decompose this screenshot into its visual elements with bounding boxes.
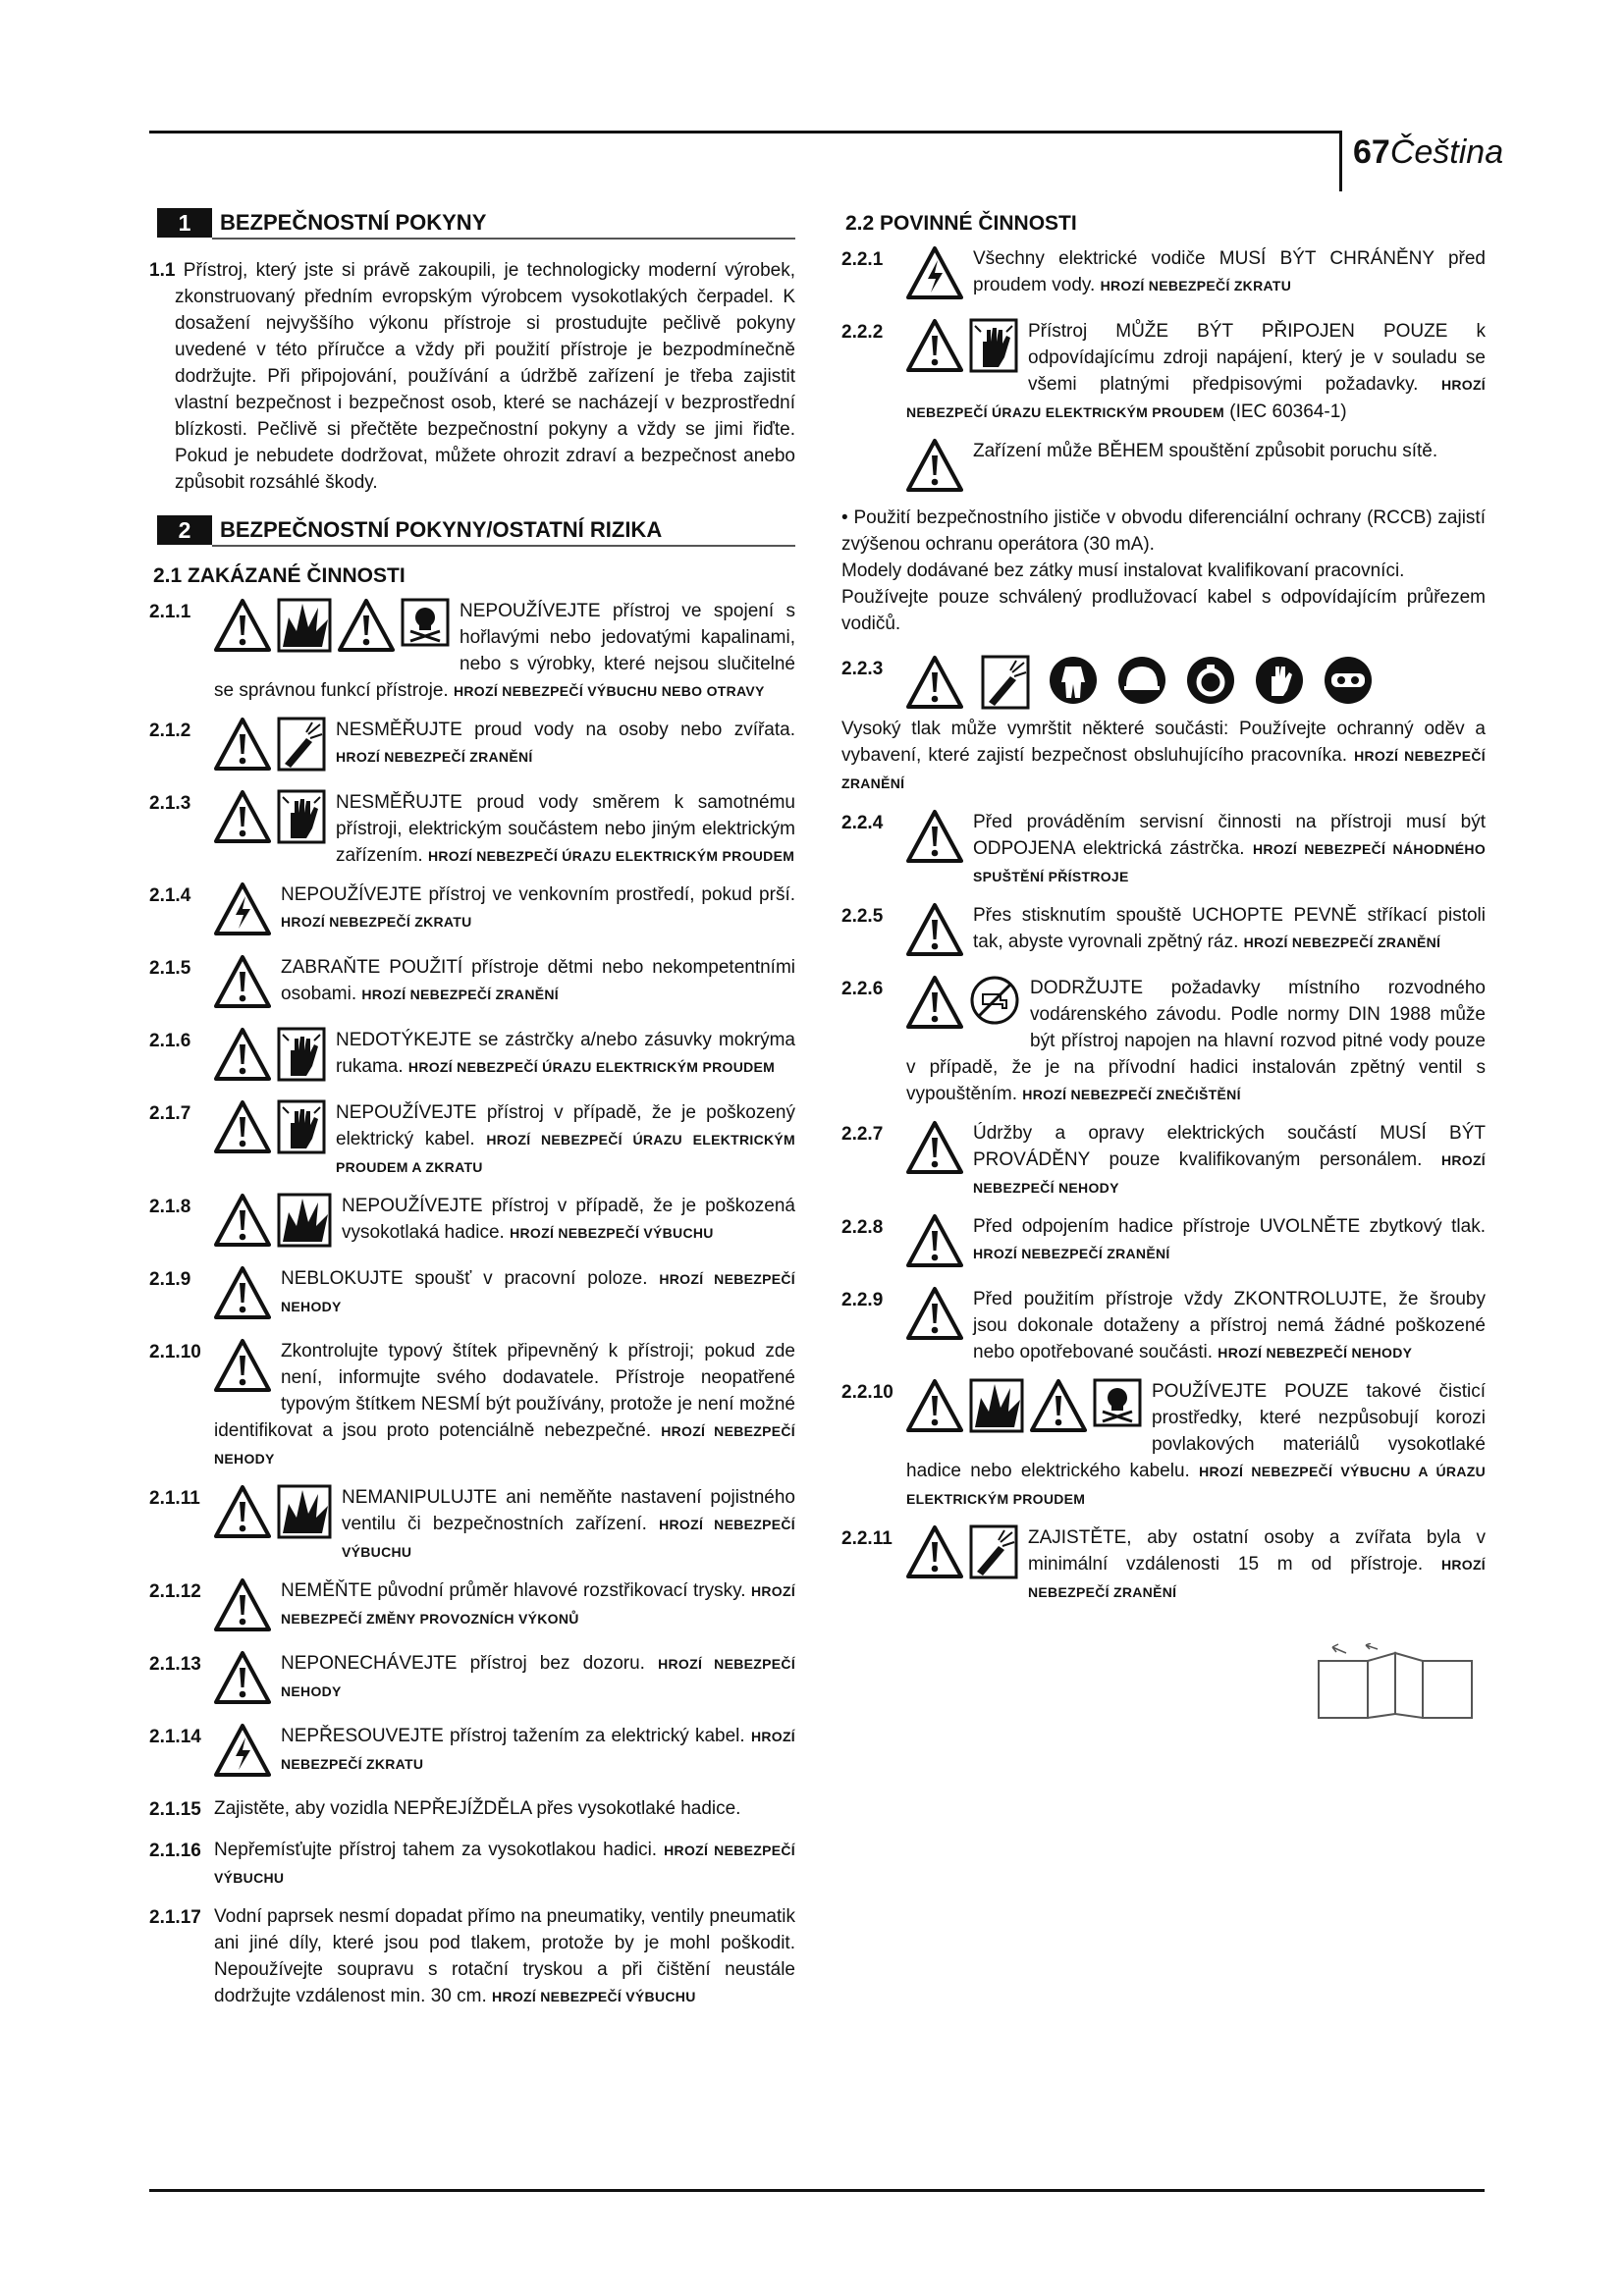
- electric-warning-icon: [906, 245, 963, 300]
- toxic-skull-icon: [1093, 1378, 1142, 1427]
- section-2-rule: [212, 545, 795, 547]
- electric-warning-icon: [214, 1723, 271, 1778]
- left-column: [149, 208, 795, 2022]
- mandatory-item: [841, 1120, 1486, 1201]
- item-text: Přes stisknutím spouště UCHOPTE PEVNĚ stříkací pistoli tak, abyste vyrovnali zpětný ráz.: [973, 905, 1486, 952]
- prohibited-item: [149, 954, 795, 1015]
- icon-group: [214, 881, 271, 936]
- item-number: 2.2.6: [841, 979, 884, 999]
- item-warning: HROZÍ NEBEZPEČÍ NEHODY: [281, 1656, 796, 1699]
- warning-triangle-icon: [214, 954, 271, 1009]
- prohibited-item: [149, 1027, 795, 1088]
- item-text: NEMĚŇTE původní průměr hlavové rozstřikovací trysky.: [281, 1580, 746, 1601]
- item-warning: HROZÍ NEBEZPEČÍ NÁHODNÉHO SPUŠTĚNÍ PŘÍSTROJE: [973, 841, 1487, 884]
- helmet-icon: [1116, 655, 1167, 706]
- item-text: ZAJISTĚTE, aby ostatní osoby a zvířata byla v minimální vzdálenosti 15 m od přístroje.: [1028, 1527, 1486, 1575]
- warning-triangle-icon: [906, 902, 963, 957]
- mandatory-item: [841, 1286, 1486, 1366]
- cable-text: Používejte pouze schválený prodlužovací kabel s odpovídajícím průřezem vodičů.: [841, 587, 1486, 634]
- warning-triangle-icon: [214, 598, 271, 653]
- item-warning: HROZÍ NEBEZPEČÍ ZRANĚNÍ: [1243, 934, 1441, 950]
- mandatory-item: [841, 1213, 1486, 1274]
- item-text: DODRŽUJTE požadavky místního rozvodného vodárenského závodu. Podle normy DIN 1988 může být přístroj napojen na hlavní rozvod pitné vody pouze v případě, že je na přívodní hadici instalován zpětný ventil s vypouštěním.: [906, 978, 1486, 1104]
- item-text: Údržby a opravy elektrických součástí MUSÍ BÝT PROVÁDĚNY pouze kvalifikovaným personálem.: [973, 1123, 1486, 1170]
- item-number: 2.2.5: [841, 906, 884, 927]
- item-text: Nepřemísťujte přístroj tahem za vysokotlakou hadici.: [214, 1840, 658, 1860]
- section-1-rule: [212, 238, 795, 240]
- item-number: 2.1.1: [149, 602, 191, 622]
- item-text: Vodní paprsek nesmí dopadat přímo na pneumatiky, ventily pneumatik ani jiné díly, které jsou pod tlakem, protože by je mohl poškodit. Nepoužívejte soupravu s rotační tryskou a při čištění neustále dodržujte vzdálenost min. 30 cm.: [214, 1906, 795, 2006]
- spray-jet-icon: [981, 655, 1030, 710]
- prohibited-item: [149, 1723, 795, 1784]
- warning-triangle-icon: [214, 1265, 271, 1320]
- warning-triangle-icon: [214, 1193, 271, 1248]
- icon-group: [214, 954, 271, 1009]
- item-warning: HROZÍ NEBEZPEČÍ ZRANĚNÍ: [361, 987, 559, 1002]
- prohibited-item: [149, 717, 795, 777]
- gloves-icon: [1254, 655, 1305, 706]
- warning-triangle-icon: [906, 975, 963, 1030]
- right-column: [841, 208, 1486, 1618]
- warning-triangle-icon: [906, 318, 963, 373]
- prohibited-item: [149, 1099, 795, 1181]
- prohibited-item: [149, 1265, 795, 1326]
- icon-group: [214, 1577, 271, 1632]
- electric-hand-icon: [277, 1027, 326, 1082]
- item-text: NEPOUŽÍVEJTE přístroj v případě, že je poškozený elektrický kabel.: [336, 1102, 795, 1149]
- warning-triangle-icon: [906, 1378, 963, 1433]
- item-warning: HROZÍ NEBEZPEČÍ ZRANĚNÍ: [336, 749, 533, 765]
- item-text: POUŽÍVEJTE POUZE takové čisticí prostředky, které nezpůsobují korozi povlakových materiálů vysokotlaké hadice nebo elektrického kabelu.: [906, 1381, 1486, 1481]
- item-text: NEMANIPULUJTE ani neměňte nastavení pojistného ventilu či bezpečnostních zařízení.: [342, 1487, 795, 1534]
- item-number: 2.2.8: [841, 1217, 884, 1238]
- prohibited-item: [149, 1484, 795, 1566]
- warning-triangle-icon: [214, 1027, 271, 1082]
- item-number: 2.1.15: [149, 1799, 201, 1820]
- item-number: 2.1.11: [149, 1488, 200, 1509]
- icon-group: [906, 318, 1018, 373]
- protective-suit-icon: [1048, 655, 1099, 706]
- item-number: 2.1.7: [149, 1103, 191, 1124]
- item-text: Před odpojením hadice přístroje UVOLNĚTE zbytkový tlak.: [973, 1216, 1486, 1237]
- item-text: NEPOUŽÍVEJTE přístroj ve venkovním prostředí, pokud prší.: [281, 884, 795, 905]
- icon-group: [214, 1723, 271, 1778]
- mandatory-item: [841, 975, 1486, 1108]
- item-warning: HROZÍ NEBEZPEČÍ VÝBUCHU NEBO OTRAVY: [453, 683, 765, 699]
- icon-group: [214, 789, 326, 844]
- item-text: Vysoký tlak může vymrštit některé součásti: Používejte ochranný oděv a vybavení, které zajistí bezpečnost obsluhujícího pracovníka.: [841, 719, 1486, 766]
- item-number: 2.2.9: [841, 1290, 884, 1310]
- warning-triangle-icon: [906, 438, 963, 493]
- item-text: Zkontrolujte typový štítek připevněný k přístroji; pokud zde není, informujte svého dodavatele. Přístroje neopatřené typovým štítkem NESMÍ být používány, protože je není možné identifikovat a jsou proto potenciálně nebezpečné.: [214, 1341, 795, 1441]
- item-text: Přístroj MŮŽE BÝT PŘIPOJEN POUZE k odpovídajícímu zdroji napájení, který je v souladu se všemi platnými předpisovými požadavky.: [1028, 321, 1486, 395]
- icon-group: [214, 1338, 271, 1393]
- mandatory-item: [841, 1524, 1486, 1606]
- item-text: NEPŘESOUVEJTE přístroj tažením za elektrický kabel.: [281, 1726, 745, 1746]
- item-text: Před použitím přístroje vždy ZKONTROLUJTE, že šrouby jsou dokonale dotaženy a přístroj nemá žádné poškozené nebo opotřebované součásti.: [973, 1289, 1486, 1362]
- footer-rule: [149, 2189, 1485, 2192]
- item-text: NESMĚŘUJTE proud vody směrem k samotnému přístroji, elektrickým součástem nebo jiným elektrickým zařízením.: [336, 792, 795, 866]
- icon-group: [214, 717, 326, 772]
- icon-group: [906, 438, 963, 493]
- models-text: Modely dodávané bez zátky musí instalovat kvalifikovaní pracovníci.: [841, 561, 1405, 581]
- item-number: 2.2.11: [841, 1528, 893, 1549]
- item-number: 2.2.4: [841, 813, 884, 833]
- warning-triangle-icon: [214, 789, 271, 844]
- item-text: NESMĚŘUJTE proud vody na osoby nebo zvířata.: [336, 720, 795, 740]
- warning-triangle-icon: [1030, 1378, 1087, 1433]
- prohibited-item: [149, 1338, 795, 1472]
- prohibited-item: [149, 789, 795, 870]
- item-warning: HROZÍ NEBEZPEČÍ VÝBUCHU A ÚRAZU ELEKTRICKÝM PROUDEM: [906, 1464, 1486, 1507]
- icon-group: [214, 1099, 326, 1154]
- warning-triangle-icon: [906, 1120, 963, 1175]
- item-paragraph: [841, 716, 1486, 797]
- item-text: NEDOTÝKEJTE se zástrčky a/nebo zásuvky mokrýma rukama.: [336, 1030, 795, 1077]
- icon-group: [906, 809, 963, 864]
- item-number: 2.1.10: [149, 1342, 201, 1362]
- mandatory-item: [841, 655, 1486, 797]
- electric-hand-icon: [277, 789, 326, 844]
- intro-text: Přístroj, který jste si právě zakoupili, je technologicky moderní výrobek, zkonstruovaný předním evropským výrobcem vysokotlakých čerpadel. K dosažení nejvyššího výkonu přístroje si prostudujte pečlivě pokyny uvedené v této příručce a vždy při použití přístroje je bezpodmínečně dodržujte. Při připojování, používání a údržbě zařízení je třeba zajistit vlastní bezpečnost i bezpečnost osob, které se nacházejí v bezprostřední blízkosti. Pečlivě si přečtěte bezpečnostní pokyny a vždy se jimi řiďte. Pokud je nebudete dodržovat, můžete ohrozit zdraví a bezpečnost anebo způsobit rozsáhlé škody.: [175, 260, 796, 493]
- warning-triangle-icon: [214, 1577, 271, 1632]
- prohibited-item: [149, 1577, 795, 1638]
- item-number: 2.1.6: [149, 1031, 191, 1051]
- read-manual-book-icon: [1309, 1643, 1486, 1722]
- item-text: NEPOUŽÍVEJTE přístroj ve spojení s hořlavými nebo jedovatými kapalinami, nebo s výrobky, které nejsou slučitelné se správnou funkcí přístroje.: [214, 601, 795, 701]
- item-warning: HROZÍ NEBEZPEČÍ ÚRAZU ELEKTRICKÝM PROUDEM: [427, 848, 795, 864]
- item-number: 2.1.17: [149, 1907, 201, 1928]
- icon-group: [906, 245, 963, 300]
- network-note: [841, 438, 1486, 493]
- rccb-text: • Použití bezpečnostního jističe v obvodu diferenciální ochrany (RCCB) zajistí zvýšenou ochranu operátora (30 mA).: [841, 507, 1486, 555]
- warning-triangle-icon: [906, 1524, 963, 1579]
- icon-group: [214, 1265, 271, 1320]
- warning-triangle-icon: [214, 1338, 271, 1393]
- item-warning: HROZÍ NEBEZPEČÍ ZNEČIŠTĚNÍ: [1022, 1087, 1241, 1102]
- warning-triangle-icon: [214, 1650, 271, 1705]
- warning-triangle-icon: [214, 1099, 271, 1154]
- warning-triangle-icon: [906, 655, 963, 710]
- item-warning: HROZÍ NEBEZPEČÍ ÚRAZU ELEKTRICKÝM PROUDEM A ZKRATU: [336, 1132, 795, 1175]
- prohibited-item: [149, 1795, 795, 1825]
- prohibited-item: [149, 1193, 795, 1254]
- prohibited-item: [149, 598, 795, 705]
- header-rule: [149, 131, 1342, 133]
- warning-triangle-icon: [906, 809, 963, 864]
- icon-group: [906, 1120, 963, 1175]
- item-warning: HROZÍ NEBEZPEČÍ VÝBUCHU: [342, 1517, 795, 1560]
- prohibited-heading: 2.1 ZAKÁZANÉ ČINNOSTI: [153, 564, 406, 587]
- note-text: Zařízení může BĚHEM spouštění způsobit poruchu sítě.: [973, 441, 1438, 461]
- item-number: 2.1.12: [149, 1581, 201, 1602]
- item-number: 2.1.13: [149, 1654, 201, 1675]
- item-text: ZABRAŇTE POUŽITÍ přístroje dětmi nebo nekompetentními osobami.: [281, 957, 795, 1004]
- warning-triangle-icon: [214, 717, 271, 772]
- warning-triangle-icon: [906, 1213, 963, 1268]
- warning-triangle-icon: [214, 1484, 271, 1539]
- item-number: 2.1.3: [149, 793, 191, 814]
- mandatory-item: [841, 902, 1486, 963]
- intro-number: 1.1: [149, 260, 176, 281]
- item-number: 2.1.16: [149, 1841, 201, 1861]
- icon-group: [906, 902, 963, 957]
- item-warning: HROZÍ NEBEZPEČÍ NEHODY: [281, 1271, 795, 1314]
- mandatory-item: [841, 809, 1486, 890]
- item-number: 2.2.1: [841, 249, 884, 270]
- item-number: 2.1.8: [149, 1197, 191, 1217]
- section-1-title: BEZPEČNOSTNÍ POKYNY: [220, 210, 487, 235]
- rccb-note: [841, 505, 1486, 637]
- item-number: 2.1.2: [149, 721, 191, 741]
- item-warning: HROZÍ NEBEZPEČÍ VÝBUCHU: [214, 1842, 795, 1886]
- item-text: NEPOUŽÍVEJTE přístroj v případě, že je poškozená vysokotlaká hadice.: [342, 1196, 795, 1243]
- item-warning: HROZÍ NEBEZPEČÍ ÚRAZU ELEKTRICKÝM PROUDEM: [906, 377, 1486, 420]
- item-standard: (IEC 60364-1): [1229, 401, 1347, 422]
- icon-group: [214, 1650, 271, 1705]
- mandatory-heading: 2.2 POVINNÉ ČINNOSTI: [845, 212, 1077, 235]
- electric-warning-icon: [214, 881, 271, 936]
- item-warning: HROZÍ NEBEZPEČÍ VÝBUCHU: [510, 1225, 714, 1241]
- icon-group: [214, 1027, 326, 1082]
- explosion-icon: [277, 598, 332, 653]
- section-1-number: 1: [157, 208, 212, 238]
- item-number: 2.2.7: [841, 1124, 884, 1145]
- explosion-icon: [277, 1193, 332, 1248]
- item-text: NEBLOKUJTE spoušť v pracovní poloze.: [281, 1268, 648, 1289]
- item-number: 2.2.3: [841, 659, 884, 679]
- no-drinking-water-icon: [969, 975, 1020, 1026]
- mandatory-item: [841, 1378, 1486, 1513]
- explosion-icon: [277, 1484, 332, 1539]
- warning-triangle-icon: [338, 598, 395, 653]
- section-1-heading: [149, 208, 795, 240]
- icon-group: [906, 1524, 1018, 1579]
- mandatory-item: [841, 245, 1486, 306]
- electric-hand-icon: [277, 1099, 326, 1154]
- item-text: Zajistěte, aby vozidla NEPŘEJÍŽDĚLA přes vysokotlaké hadice.: [214, 1798, 741, 1819]
- toxic-skull-icon: [401, 598, 450, 647]
- item-warning: HROZÍ NEBEZPEČÍ ZKRATU: [1100, 278, 1292, 294]
- prohibited-item: [149, 881, 795, 942]
- goggles-icon: [1323, 655, 1374, 706]
- icon-group: [214, 598, 450, 653]
- page-header: [1353, 133, 1503, 172]
- item-warning: HROZÍ NEBEZPEČÍ NEHODY: [1218, 1345, 1413, 1361]
- intro-paragraph: [149, 257, 795, 496]
- item-number: 2.2.2: [841, 322, 884, 343]
- section-2-title: BEZPEČNOSTNÍ POKYNY/OSTATNÍ RIZIKA: [220, 517, 663, 542]
- icon-group: [906, 1213, 963, 1268]
- prohibited-item: [149, 1837, 795, 1892]
- item-text: Před prováděním servisní činnosti na přístroji musí být ODPOJENA elektrická zástrčka.: [973, 812, 1486, 859]
- item-number: 2.1.14: [149, 1727, 201, 1747]
- item-text: NEPONECHÁVEJTE přístroj bez dozoru.: [281, 1653, 645, 1674]
- item-number: 2.1.5: [149, 958, 191, 979]
- item-warning: HROZÍ NEBEZPEČÍ ZRANĚNÍ: [841, 748, 1486, 791]
- icon-group: [214, 1193, 332, 1248]
- prohibited-item: [149, 1650, 795, 1711]
- page-number: 67: [1353, 133, 1390, 171]
- icon-group: [906, 1378, 1142, 1433]
- icon-group: [906, 1286, 963, 1341]
- spray-jet-icon: [969, 1524, 1018, 1579]
- item-number: 2.2.10: [841, 1382, 893, 1403]
- ear-protection-icon: [1185, 655, 1236, 706]
- item-warning: HROZÍ NEBEZPEČÍ ZKRATU: [281, 1729, 795, 1772]
- item-number: 2.1.4: [149, 885, 191, 906]
- item-warning: HROZÍ NEBEZPEČÍ VÝBUCHU: [492, 1989, 696, 2004]
- mandatory-item: [841, 318, 1486, 426]
- electric-hand-icon: [969, 318, 1018, 373]
- item-number: 2.1.9: [149, 1269, 191, 1290]
- header-tab-rule: [1339, 131, 1342, 191]
- item-warning: HROZÍ NEBEZPEČÍ ZKRATU: [281, 914, 472, 930]
- icon-group: [906, 975, 1020, 1030]
- section-2-number: 2: [157, 515, 212, 545]
- item-text: Všechny elektrické vodiče MUSÍ BÝT CHRÁNĚNY před proudem vody.: [973, 248, 1486, 295]
- item-warning: HROZÍ NEBEZPEČÍ NEHODY: [214, 1423, 795, 1467]
- item-warning: HROZÍ NEBEZPEČÍ ZRANĚNÍ: [1028, 1557, 1486, 1600]
- icon-group: [214, 1484, 332, 1539]
- explosion-icon: [969, 1378, 1024, 1433]
- item-warning: HROZÍ NEBEZPEČÍ ZMĚNY PROVOZNÍCH VÝKONŮ: [281, 1583, 796, 1627]
- section-2-heading: [149, 515, 795, 547]
- item-warning: HROZÍ NEBEZPEČÍ ÚRAZU ELEKTRICKÝM PROUDEM: [407, 1059, 776, 1075]
- item-warning: HROZÍ NEBEZPEČÍ NEHODY: [973, 1152, 1486, 1196]
- ppe-icon-group: [906, 655, 1476, 710]
- item-warning: HROZÍ NEBEZPEČÍ ZRANĚNÍ: [973, 1246, 1170, 1261]
- spray-jet-icon: [277, 717, 326, 772]
- page-language: Čeština: [1389, 133, 1504, 171]
- prohibited-item: [149, 1903, 795, 2010]
- warning-triangle-icon: [906, 1286, 963, 1341]
